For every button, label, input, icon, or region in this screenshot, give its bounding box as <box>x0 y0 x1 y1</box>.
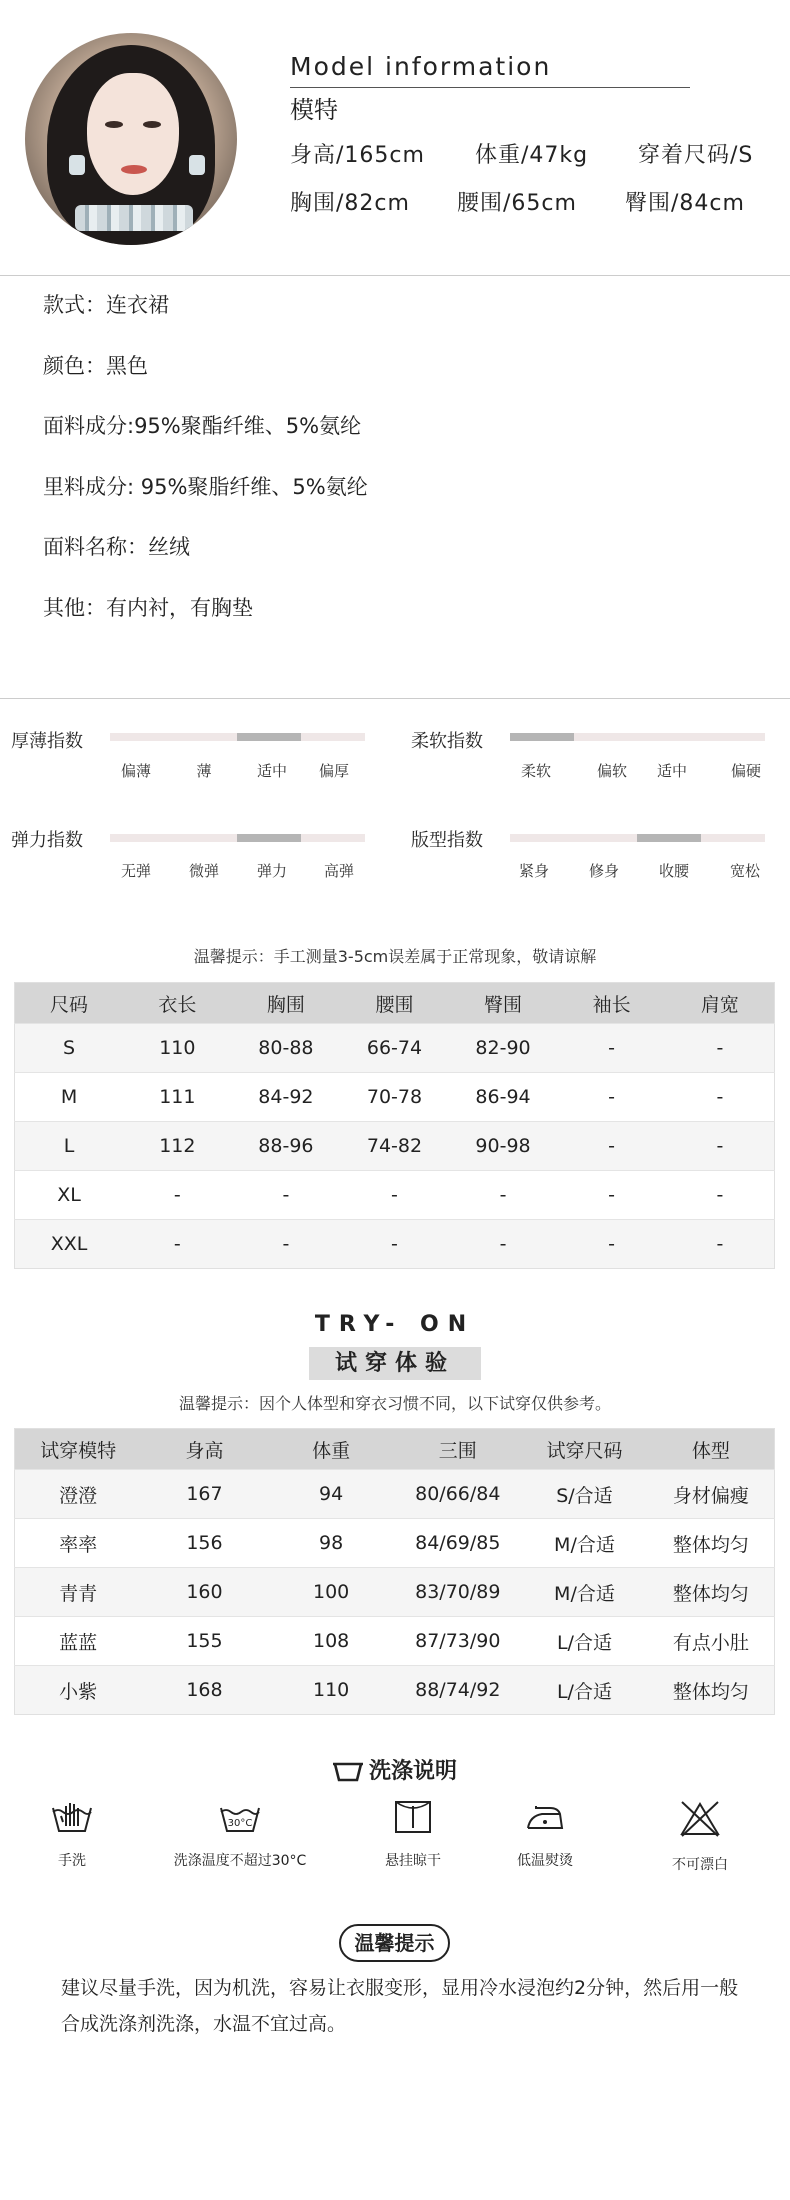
wash-tub-icon <box>333 1760 363 1782</box>
table-cell: 整体均匀 <box>648 1519 775 1568</box>
thickness-label: 偏厚 <box>318 762 350 780</box>
table-cell: - <box>666 1122 775 1171</box>
fit-label: 修身 <box>588 862 620 880</box>
table-cell: 有点小肚 <box>648 1617 775 1666</box>
softness-index-title: 柔软指数 <box>411 731 483 752</box>
softness-label: 柔软 <box>520 762 552 780</box>
care-label: 不可漂白 <box>672 1857 728 1873</box>
softness-index-track <box>510 733 765 741</box>
model-hip: 臀围/84cm <box>625 191 745 216</box>
size-table <box>14 982 775 1269</box>
softness-index-fill <box>510 733 574 741</box>
table-cell: - <box>340 1220 449 1269</box>
table-cell: - <box>557 1220 666 1269</box>
table-cell: 111 <box>123 1073 232 1122</box>
model-title-rule <box>290 87 690 88</box>
table-row <box>15 1666 775 1715</box>
table-cell: 88/74/92 <box>394 1666 521 1715</box>
table-cell: - <box>123 1171 232 1220</box>
size-header-cell: 衣长 <box>123 983 232 1024</box>
table-cell: 青青 <box>15 1568 142 1617</box>
care-wash-30 <box>160 1800 320 1870</box>
model-subtitle: 模特 <box>290 96 338 124</box>
info-color: 颜色：黑色 <box>43 353 148 378</box>
section-divider <box>0 275 790 276</box>
hand-wash-icon <box>50 1800 94 1834</box>
table-cell: S/合适 <box>521 1470 648 1519</box>
table-cell: 小紫 <box>15 1666 142 1715</box>
tryon-title-cn: 试穿体验 <box>309 1347 481 1380</box>
thickness-index-title: 厚薄指数 <box>11 731 83 752</box>
table-cell: 156 <box>141 1519 268 1568</box>
info-fabric-name: 面料名称：丝绒 <box>43 535 190 559</box>
fit-index-fill <box>637 834 701 842</box>
table-cell: - <box>557 1024 666 1073</box>
table-row <box>15 1122 775 1171</box>
tryon-header-cell: 身高 <box>141 1429 268 1470</box>
avatar-eye <box>105 121 123 128</box>
section-divider <box>0 698 790 699</box>
table-row <box>15 1220 775 1269</box>
model-waist: 腰围/65cm <box>457 191 577 216</box>
table-cell: 澄澄 <box>15 1470 142 1519</box>
model-avatar <box>25 33 237 245</box>
table-cell: 82-90 <box>449 1024 558 1073</box>
care-label: 悬挂晾干 <box>385 1853 441 1869</box>
table-cell: 70-78 <box>340 1073 449 1122</box>
table-cell: - <box>232 1220 341 1269</box>
table-cell: 80-88 <box>232 1024 341 1073</box>
care-hand-wash <box>0 1800 152 1870</box>
table-cell: - <box>666 1171 775 1220</box>
size-header-cell: 胸围 <box>232 983 341 1024</box>
tryon-title-en: TRY- ON <box>314 1312 476 1337</box>
fit-label: 收腰 <box>658 862 690 880</box>
table-cell: 80/66/84 <box>394 1470 521 1519</box>
info-fabric: 面料成分:95%聚酯纤维、5%氨纶 <box>43 414 362 438</box>
info-other: 其他：有内衬，有胸垫 <box>43 595 253 620</box>
table-cell: 98 <box>268 1519 395 1568</box>
avatar-choker <box>75 205 193 231</box>
table-cell: 108 <box>268 1617 395 1666</box>
table-cell: 83/70/89 <box>394 1568 521 1617</box>
table-cell: 身材偏瘦 <box>648 1470 775 1519</box>
table-cell: 110 <box>268 1666 395 1715</box>
wash-temp-text: 30°C <box>227 1818 253 1829</box>
elasticity-label: 微弹 <box>188 862 220 880</box>
avatar-lips <box>121 165 147 174</box>
table-cell: L <box>15 1122 124 1171</box>
fit-label: 宽松 <box>729 862 761 880</box>
table-cell: 167 <box>141 1470 268 1519</box>
care-low-iron <box>465 1800 625 1870</box>
table-cell: S <box>15 1024 124 1073</box>
low-iron-icon <box>524 1800 566 1834</box>
table-cell: XL <box>15 1171 124 1220</box>
size-table-body <box>15 1024 775 1269</box>
table-cell: - <box>557 1073 666 1122</box>
tryon-header-cell: 体型 <box>648 1429 775 1470</box>
table-row <box>15 1171 775 1220</box>
avatar-eye <box>143 121 161 128</box>
table-cell: - <box>449 1220 558 1269</box>
table-cell: 110 <box>123 1024 232 1073</box>
softness-label: 偏软 <box>596 762 628 780</box>
table-cell: 整体均匀 <box>648 1568 775 1617</box>
size-header-cell: 尺码 <box>15 983 124 1024</box>
table-row <box>15 1617 775 1666</box>
table-cell: - <box>449 1171 558 1220</box>
table-row <box>15 1470 775 1519</box>
table-cell: 168 <box>141 1666 268 1715</box>
model-height: 身高/165cm <box>290 143 425 168</box>
table-cell: 100 <box>268 1568 395 1617</box>
hang-dry-icon <box>394 1800 432 1834</box>
table-cell: 90-98 <box>449 1122 558 1171</box>
table-cell: L/合适 <box>521 1617 648 1666</box>
thickness-index-fill <box>237 733 301 741</box>
tryon-header-cell: 试穿模特 <box>15 1429 142 1470</box>
table-cell: - <box>232 1171 341 1220</box>
wash-30-icon <box>218 1800 262 1834</box>
softness-label: 适中 <box>656 762 688 780</box>
elasticity-index-title: 弹力指数 <box>11 830 83 851</box>
no-bleach-icon <box>678 1800 722 1838</box>
table-cell: - <box>557 1171 666 1220</box>
model-section <box>0 0 790 275</box>
tryon-table <box>14 1428 775 1715</box>
table-cell: M/合适 <box>521 1519 648 1568</box>
thickness-index-track <box>110 733 365 741</box>
table-cell: XXL <box>15 1220 124 1269</box>
thickness-label: 偏薄 <box>120 762 152 780</box>
tryon-table-body <box>15 1470 775 1715</box>
table-cell: 蓝蓝 <box>15 1617 142 1666</box>
washing-title: 洗涤说明 <box>368 1759 457 1784</box>
tips-text: 建议尽量手洗，因为机洗，容易让衣服变形，显用冷水浸泡约2分钟，然后用一般合成洗涤剂洗涤，水温不宜过高。 <box>61 1977 739 2035</box>
info-lining: 里料成分: 95%聚脂纤维、5%氨纶 <box>43 474 368 499</box>
softness-label: 偏硬 <box>730 762 762 780</box>
size-header-cell: 腰围 <box>340 983 449 1024</box>
table-cell: 94 <box>268 1470 395 1519</box>
fit-label: 紧身 <box>518 862 550 880</box>
size-header-cell: 臀围 <box>449 983 558 1024</box>
care-label: 手洗 <box>58 1853 86 1869</box>
elasticity-index-track <box>110 834 365 842</box>
size-header-cell: 肩宽 <box>666 983 775 1024</box>
model-weight: 体重/47kg <box>475 143 589 168</box>
info-style: 款式：连衣裙 <box>43 293 169 317</box>
care-label: 低温熨烫 <box>517 1853 573 1869</box>
table-cell: 74-82 <box>340 1122 449 1171</box>
size-header-cell: 袖长 <box>557 983 666 1024</box>
thickness-label: 适中 <box>256 762 288 780</box>
table-cell: 84-92 <box>232 1073 341 1122</box>
model-bust: 胸围/82cm <box>290 191 410 216</box>
fit-index-title: 版型指数 <box>411 830 483 851</box>
care-label: 洗涤温度不超过30°C <box>173 1853 307 1869</box>
elasticity-index-fill <box>237 834 301 842</box>
table-cell: 66-74 <box>340 1024 449 1073</box>
tryon-note: 温馨提示：因个人体型和穿衣习惯不同，以下试穿仅供参考。 <box>178 1394 611 1413</box>
elasticity-label: 弹力 <box>256 862 288 880</box>
tryon-header-cell: 体重 <box>268 1429 395 1470</box>
size-table-note: 温馨提示：手工测量3-5cm误差属于正常现象，敬请谅解 <box>193 947 597 966</box>
elasticity-label: 无弹 <box>120 862 152 880</box>
table-cell: 86-94 <box>449 1073 558 1122</box>
table-cell: - <box>123 1220 232 1269</box>
table-row <box>15 1519 775 1568</box>
table-cell: - <box>666 1220 775 1269</box>
table-cell: - <box>340 1171 449 1220</box>
table-cell: - <box>557 1122 666 1171</box>
tryon-table-header <box>15 1429 775 1470</box>
thickness-label: 薄 <box>196 762 212 780</box>
tryon-header-cell: 三围 <box>394 1429 521 1470</box>
size-table-header <box>15 983 775 1024</box>
table-cell: 88-96 <box>232 1122 341 1171</box>
elasticity-label: 高弹 <box>323 862 355 880</box>
avatar-earring <box>189 155 205 175</box>
table-row <box>15 1024 775 1073</box>
tips-title: 温馨提示 <box>339 1924 450 1962</box>
fit-index-track <box>510 834 765 842</box>
care-no-bleach <box>620 1800 780 1874</box>
washing-header <box>0 1754 790 1785</box>
avatar-face <box>87 73 179 195</box>
table-cell: M/合适 <box>521 1568 648 1617</box>
table-cell: - <box>666 1073 775 1122</box>
table-cell: - <box>666 1024 775 1073</box>
table-cell: M <box>15 1073 124 1122</box>
model-title: Model information <box>290 52 552 81</box>
table-cell: 112 <box>123 1122 232 1171</box>
table-cell: 整体均匀 <box>648 1666 775 1715</box>
model-size: 穿着尺码/S <box>638 143 754 168</box>
table-cell: 87/73/90 <box>394 1617 521 1666</box>
table-row <box>15 1073 775 1122</box>
table-cell: 160 <box>141 1568 268 1617</box>
table-cell: L/合适 <box>521 1666 648 1715</box>
product-info <box>43 290 368 653</box>
table-row <box>15 1568 775 1617</box>
table-cell: 84/69/85 <box>394 1519 521 1568</box>
table-cell: 155 <box>141 1617 268 1666</box>
tryon-header-cell: 试穿尺码 <box>521 1429 648 1470</box>
avatar-earring <box>69 155 85 175</box>
table-cell: 率率 <box>15 1519 142 1568</box>
